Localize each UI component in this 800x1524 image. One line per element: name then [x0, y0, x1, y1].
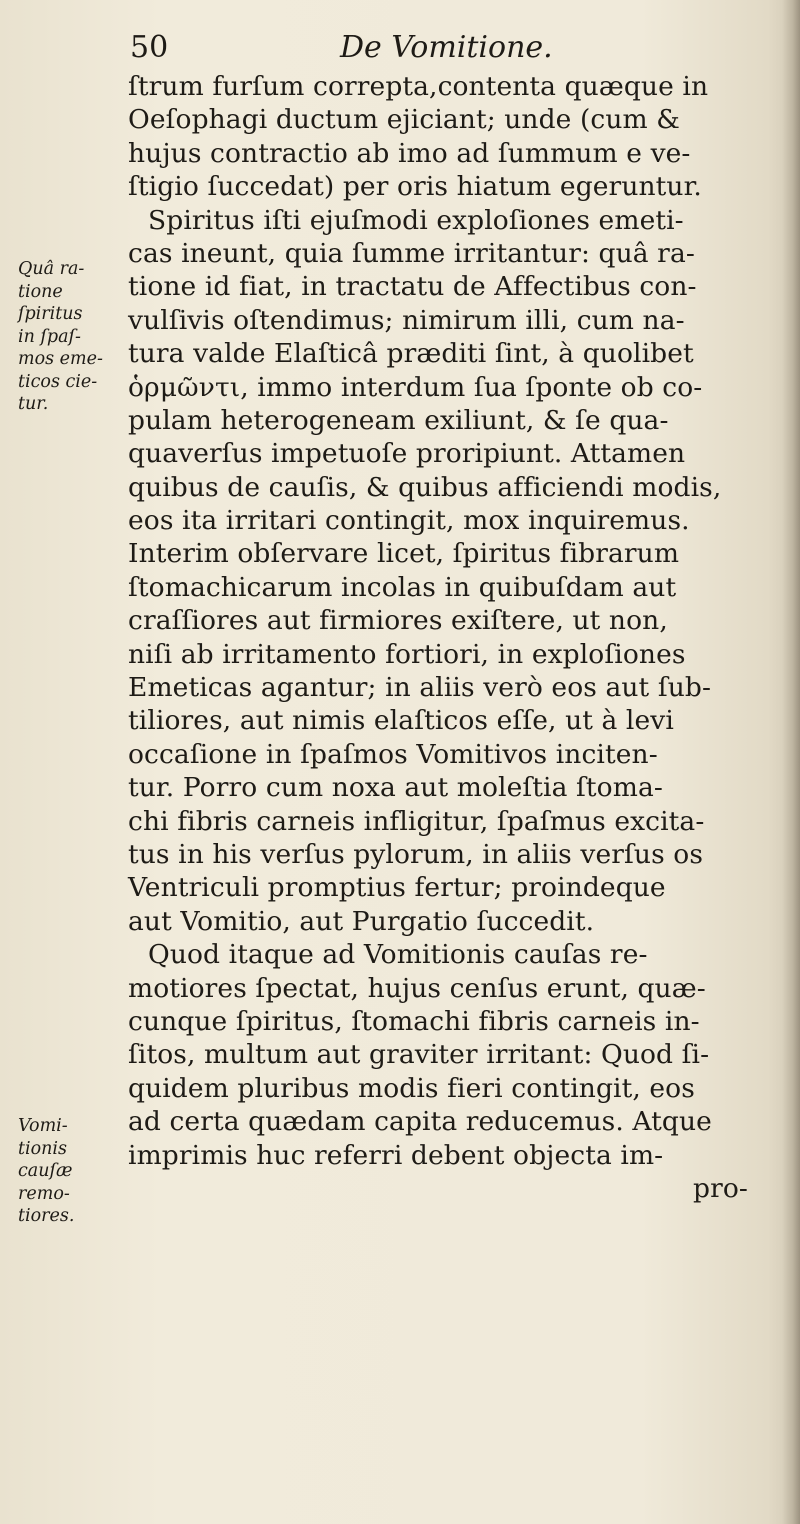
- text-line: tione id fiat, in tractatu de Affectibus con-: [128, 271, 697, 303]
- text-line: Oeſophagi ductum ejiciant; unde (cum &: [128, 104, 680, 136]
- running-title: De Vomitione.: [340, 30, 553, 65]
- text-line: vulſivis oſtendimus; nimirum illi, cum na-: [128, 304, 685, 336]
- margin-note-line: cauſæ: [18, 1161, 73, 1181]
- margin-note-line: ſpiritus: [18, 304, 83, 324]
- margin-note-line: tiores.: [18, 1206, 75, 1226]
- text-line: quidem pluribus modis fieri contingit, eos: [128, 1072, 695, 1104]
- margin-note-line: remo-: [18, 1183, 70, 1204]
- margin-note-line: ticos cie-: [18, 371, 98, 392]
- text-line: chi fibris carneis infligitur, ſpaſmus excita-: [128, 805, 705, 837]
- text-line: Interim obſervare licet, ſpiritus fibrarum: [128, 538, 680, 570]
- page-header: [130, 30, 750, 70]
- text-line: motiores ſpectat, hujus cenſus erunt, quæ-: [128, 972, 706, 1004]
- text-line: tur. Porro cum noxa aut moleſtia ſtoma-: [128, 772, 663, 804]
- text-line: tiliores, aut nimis elaſticos eſſe, ut à levi: [128, 705, 674, 737]
- text-line: cas ineunt, quia ſumme irritantur: quâ ra-: [128, 237, 695, 269]
- text-line: Spiritus iſti ejuſmodi exploſiones emeti-: [148, 204, 684, 236]
- margin-note-line: tur.: [18, 394, 49, 414]
- text-line: imprimis huc referri debent objecta im-: [128, 1139, 664, 1171]
- catchword: pro-: [693, 1172, 748, 1204]
- margin-note-line: tione: [18, 281, 63, 302]
- text-line: ad certa quædam capita reducemus. Atque: [128, 1106, 712, 1138]
- text-line: pulam heterogeneam exiliunt, & ſe qua-: [128, 404, 669, 436]
- text-line: niſi ab irritamento fortiori, in exploſiones: [128, 638, 686, 670]
- text-line: aut Vomitio, aut Purgatio ſuccedit.: [128, 905, 595, 937]
- text-line: Ventriculi promptius fertur; proindeque: [128, 872, 666, 904]
- text-line: Quod itaque ad Vomitionis cauſas re-: [148, 939, 648, 971]
- text-line: hujus contractio ab imo ad ſummum e ve-: [128, 137, 691, 169]
- text-line: craſſiores aut firmiores exiſtere, ut non,: [128, 605, 668, 637]
- text-line: Emeticas agantur; in aliis verò eos aut ſub-: [128, 672, 712, 704]
- text-line: ſtigio ſuccedat) per oris hiatum egeruntur.: [128, 171, 702, 203]
- text-line: tus in his verſus pylorum, in aliis verſus os: [128, 838, 704, 870]
- margin-note-line: Vomi-: [18, 1116, 68, 1136]
- text-line: quibus de cauſis, & quibus afficiendi modis,: [128, 471, 722, 503]
- text-line: ὁρμῶντι, immo interdum ſua ſponte ob co-: [128, 371, 703, 403]
- text-line: cunque ſpiritus, ſtomachi fibris carneis in-: [128, 1005, 700, 1037]
- body-text: [128, 70, 788, 1205]
- margin-note-line: mos eme-: [18, 349, 103, 369]
- page-number: 50: [130, 30, 169, 65]
- text-line: tura valde Elaſticâ præditi ſint, à quolibet: [128, 338, 694, 370]
- margin-note-line: in ſpaſ-: [18, 326, 81, 347]
- text-line: occaſione in ſpaſmos Vomitivos inciten-: [128, 738, 658, 770]
- margin-note-1: [18, 258, 128, 416]
- margin-note-line: Quâ ra-: [18, 259, 85, 279]
- margin-note-line: tionis: [18, 1138, 68, 1159]
- text-line: ſtrum furſum correpta,contenta quæque in: [128, 71, 709, 102]
- text-line: eos ita irritari contingit, mox inquiremus.: [128, 505, 690, 537]
- text-line: ſtomachicarum incolas in quibuſdam aut: [128, 571, 677, 603]
- text-line: quaverſus impetuoſe proripiunt. Attamen: [128, 438, 686, 470]
- margin-note-2: [18, 1115, 128, 1228]
- text-line: ſitos, multum aut graviter irritant: Quod ſi-: [128, 1039, 710, 1071]
